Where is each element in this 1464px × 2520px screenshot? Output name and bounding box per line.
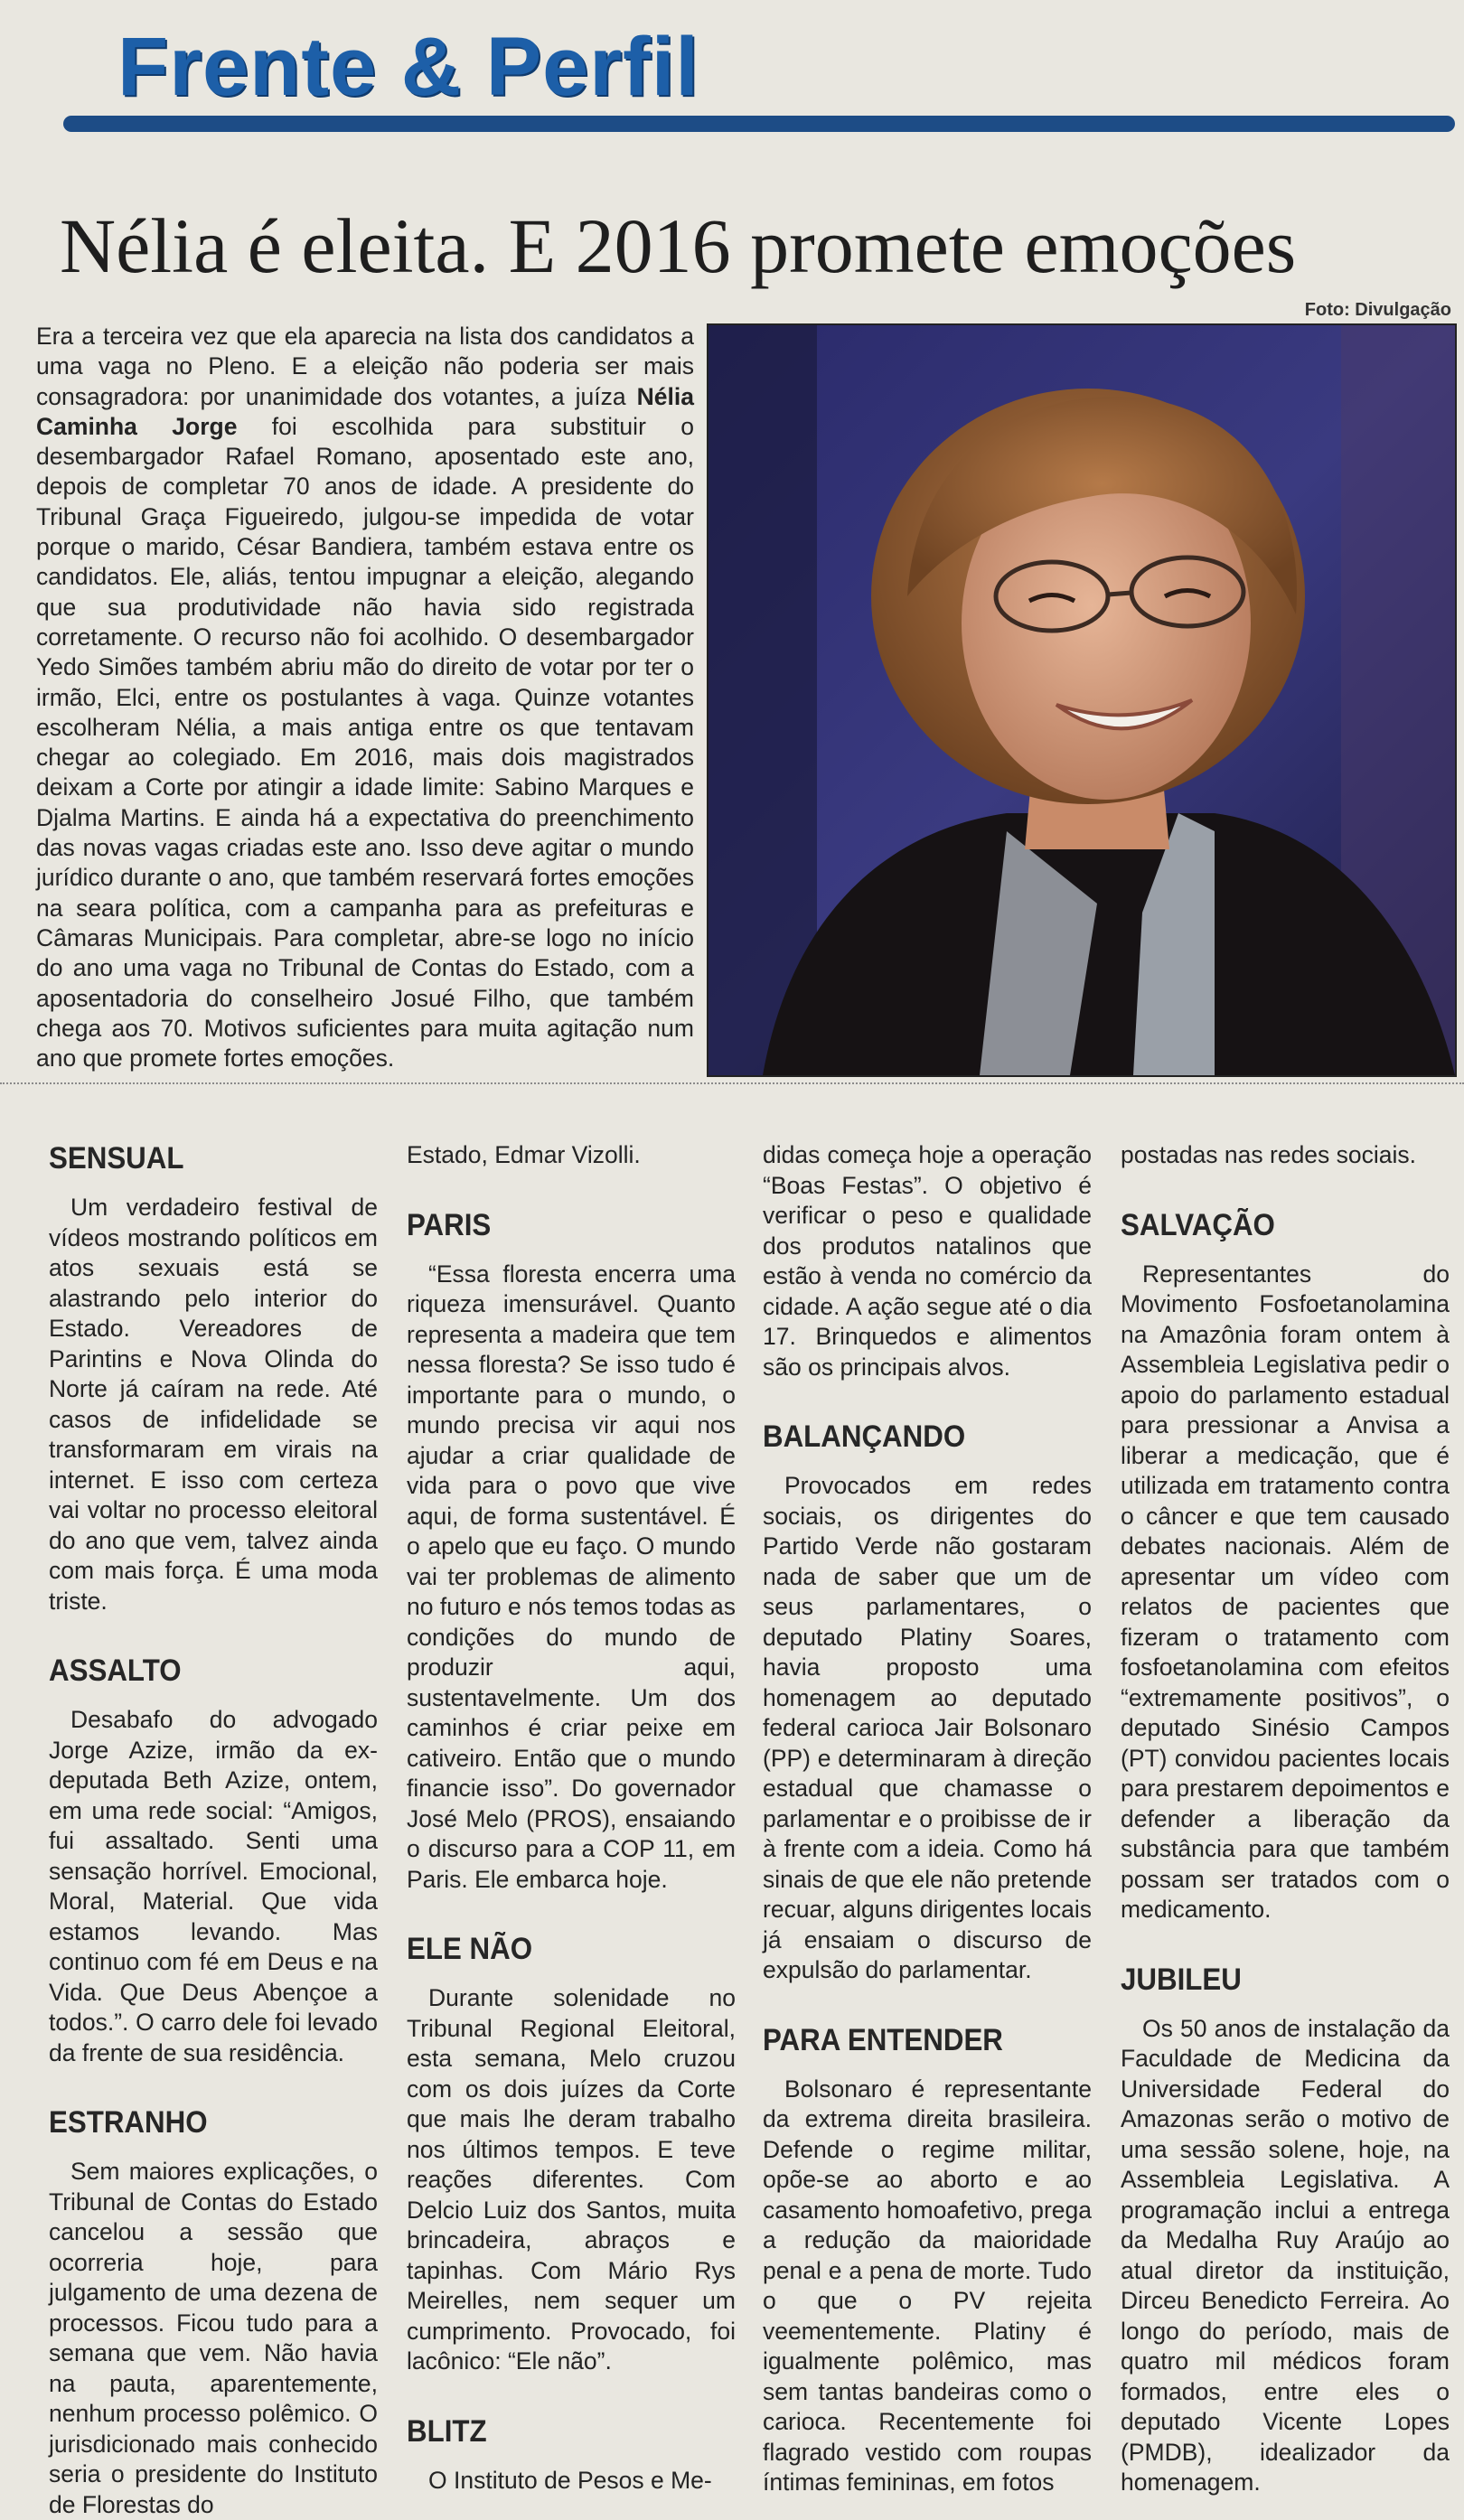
lead-article [36, 322, 694, 1073]
note-title-para-entender: PARA ENTENDER [763, 2022, 1003, 2057]
column-2 [407, 1140, 736, 2496]
note-title-paris: PARIS [407, 1207, 492, 1242]
note-title-assalto: ASSALTO [49, 1653, 182, 1688]
lead-text-part2: foi escolhida para substituir o desembargador Rafael Romano, aposentado este ano, depois de completar 70 anos de idade. A presidente do Tribunal Graça Figueiredo, julgou-se impedida de votar porque o marido, César Bandiera, também estava entre os candidatos. Ele, aliás, tentou impugnar a eleição, alegando que sua produtividade não havia sido registrada corretamente. O recurso não foi acolhido. O desembargador Yedo Simões também abriu mão do direito de votar por ter o irmão, Elci, entre os postulantes à vaga. Quinze votantes escolheram Nélia, a mais antiga entre os que tentavam chegar ao colegiado. Em 2016, mais dois magistrados deixam a Corte por atingir a idade limite: Sabino Marques e Djalma Martins. E ainda há a expectativa do preenchimento das novas vagas criadas este ano. Isso deve agitar o mundo jurídico durante o ano, que também reservará fortes emoções na seara política, com a campanha para as prefeituras e Câmaras Municipais. Para completar, abre-se logo no início do ano uma vaga no Tribunal de Contas do Estado, com a aposentadoria do conselheiro Josué Filho, que também chega aos 70. Motivos suficientes para muita agitação num ano que promete fortes emoções. [36, 412, 694, 1073]
note-text-assalto: Desabafo do advogado Jorge Azize, irmão da ex-deputada Beth Azize, ontem, em uma rede social: “Amigos, fui assaltado. Senti uma sensação horrível. Emocional, Moral, Material. Que vida estamos levando. Mas continuo com fé em Deus e na Vida. Que Deus Abençoe a todos.”. O carro dele foi levado da frente de sua residência. [49, 1706, 378, 2066]
note-text-blitz: O Instituto de Pesos e Me- [428, 2466, 712, 2494]
section-rule [63, 116, 1455, 132]
portrait-illustration [709, 325, 1455, 1075]
note-title-ele-nao: ELE NÃO [407, 1932, 533, 1966]
note-title-blitz: BLITZ [407, 2413, 487, 2449]
column-3 [763, 1140, 1092, 2498]
divider-line [0, 1082, 1464, 1084]
headline: Nélia é eleita. E 2016 promete emoções [60, 202, 1297, 289]
note-text-ele-nao: Durante solenidade no Tribunal Regional Eleitoral, esta semana, Melo cruzou com os dois juízes da Corte que mais lhe deram trabalho nos últimos tempos. E teve reações diferentes. Com Delcio Luiz dos Santos, muita brincadeira, abraços e tapinhas. Com Mário Rys Meirelles, nem sequer um cumprimento. Provocado, foi lacônico: “Ele não”. [407, 1984, 736, 2375]
note-title-salvacao: SALVAÇÃO [1121, 1207, 1275, 1242]
note-title-jubileu: JUBILEU [1121, 1962, 1242, 1997]
note-text-paris: “Essa floresta encerra uma riqueza imensurável. Quanto representa a madeira que tem nessa floresta? Se isso tudo é importante para o mundo, o mundo precisa vir aqui nos ajudar a criar qualidade de vida para o povo que vive aqui, de forma sustentável. É o apelo que eu faço. O mundo vai ter problemas de alimento no futuro e nós temos todas as condições do mundo de produzir aqui, sustentavelmente. Um dos caminhos é criar peixe em cativeiro. Então que o mundo financie isso”. Do governador José Melo (PROS), ensaiando o discurso para a COP 11, em Paris. Ele embarca hoje. [407, 1260, 736, 1893]
note-text-para-entender-continued: postadas nas redes sociais. [1121, 1141, 1417, 1168]
column-1 [49, 1140, 378, 2520]
note-text-estranho: Sem maiores explicações, o Tribunal de Contas do Estado cancelou a sessão que ocorreria hoje, para julgamento de uma dezena de processos. Ficou tudo para a semana que vem. Não havia na pauta, aparentemente, nenhum processo polêmico. O jurisdicionado mais conhecido seria o presidente do Instituto de Florestas do [49, 2158, 378, 2518]
note-title-sensual: SENSUAL [49, 1141, 184, 1176]
note-text-jubileu: Os 50 anos de instalação da Faculdade de Medicina da Universidade Federal do Amazonas serão o motivo de uma sessão solene, hoje, na Assembleia Legislativa. A programação inclui a entrega da Medalha Ruy Araújo ao atual diretor da instituição, Dirceu Benedicto Ferreira. Ao longo do período, mais de quatro mil médicos foram formados, entre eles o deputado Vicente Lopes (PMDB), idealizador da homenagem. [1121, 2014, 1450, 2496]
note-title-estranho: ESTRANHO [49, 2105, 208, 2140]
photo-credit: Foto: Divulgação [1304, 300, 1451, 320]
portrait-photo [707, 323, 1457, 1077]
lead-name: Nélia Caminha Jorge [36, 382, 694, 440]
section-title: Frente & Perfil [117, 21, 699, 113]
note-text-sensual: Um verdadeiro festival de vídeos mostrando políticos em atos sexuais está se alastrando pelo interior do Estado. Vereadores de Parintins e Nova Olinda do Norte já caíram na rede. Até casos de infidelidade se transformaram em virais na internet. E isso com certeza vai voltar no processo eleitoral do ano que vem, talvez ainda com mais força. É uma moda triste. [49, 1194, 378, 1615]
note-text-balancando: Provocados em redes sociais, os dirigentes do Partido Verde não gostaram nada de saber que um de seus parlamentares, o deputado Platiny Soares, havia proposto uma homenagem ao deputado federal carioca Jair Bolsonaro (PP) e determinaram à direção estadual que chamasse o parlamentar e o proibisse de ir à frente com a ideia. Como há sinais de que ele não pretende recuar, alguns dirigentes locais já ensaiam o discurso de expulsão do parlamentar. [763, 1472, 1092, 1983]
note-text-para-entender: Bolsonaro é representante da extrema direita brasileira. Defende o regime militar, opõe-se ao aborto e ao casamento homoafetivo, prega a redução da maioridade penal e a pena de morte. Tudo o que o PV rejeita veementemente. Platiny é igualmente polêmico, mas sem tantas bandeiras como o carioca. Recentemente foi flagrado vestido com roupas íntimas femininas, em fotos [763, 2075, 1092, 2496]
note-text-estranho-continued: Estado, Edmar Vizolli. [407, 1141, 641, 1168]
column-4 [1121, 1140, 1450, 2498]
note-text-blitz-continued: didas começa hoje a operação “Boas Festas”. O objetivo é verificar o peso e qualidade dos produtos natalinos que estão à venda no comércio da cidade. A ação segue até o dia 17. Brinquedos e alimentos são os principais alvos. [763, 1141, 1092, 1381]
lead-text-part1: Era a terceira vez que ela aparecia na lista dos candidatos a uma vaga no Pleno. E a eleição não poderia ser mais consagradora: por unanimidade dos votantes, a juíza [36, 323, 694, 410]
note-text-salvacao: Representantes do Movimento Fosfoetanolamina na Amazônia foram ontem à Assembleia Legislativa pedir o apoio do parlamento estadual para pressionar a Anvisa a liberar a medicação, que é utilizada em tratamento contra o câncer e que tem causado debates nacionais. Além de apresentar um vídeo com relatos de pacientes que fizeram o tratamento com fosfoetanolamina com efeitos “extremamente positivos”, o deputado Sinésio Campos (PT) convidou pacientes locais para prestarem depoimentos e defender a liberação da substância para que também possam ser tratados com o medicamento. [1121, 1260, 1450, 1923]
note-title-balancando: BALANÇANDO [763, 1419, 966, 1454]
